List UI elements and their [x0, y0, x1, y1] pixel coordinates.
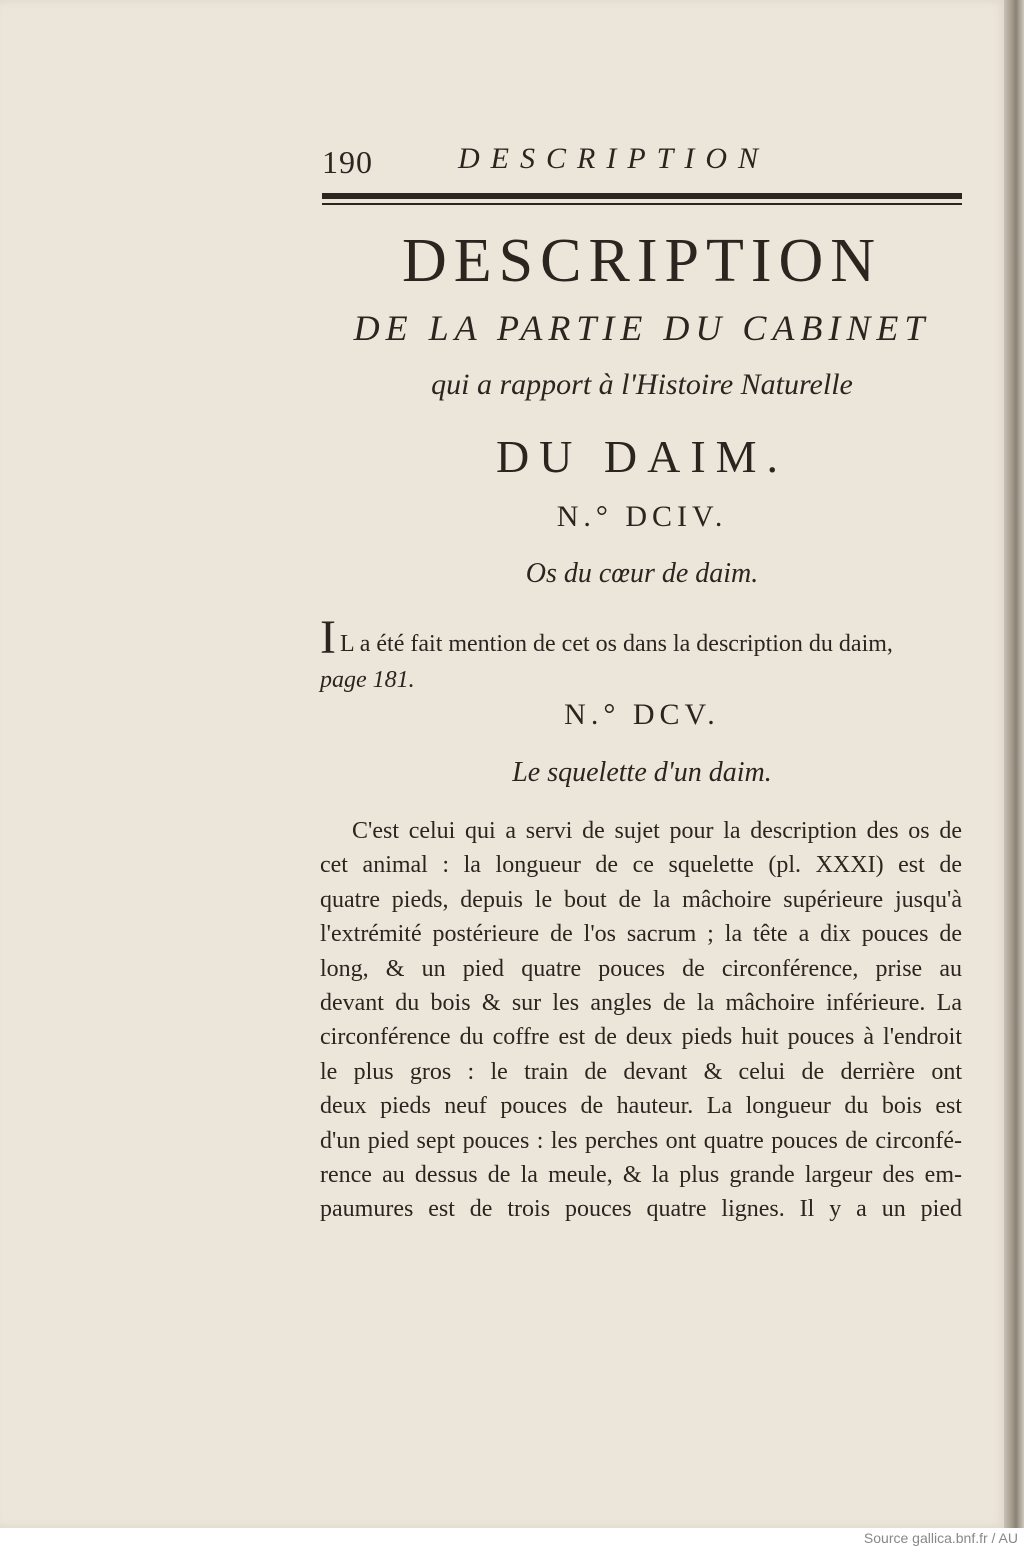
paragraph	[320, 611, 962, 698]
section-heading: Le squelette d'un daim.	[512, 757, 772, 788]
main-title: DESCRIPTION	[401, 227, 883, 295]
page-header	[322, 142, 962, 182]
section-number: N.° DCIV.	[556, 500, 728, 533]
text-line: le plus gros : le train de devant & celui de derrière ont	[320, 1058, 962, 1085]
subtitle-secondary: qui a rapport à l'Histoire Naturelle	[431, 368, 853, 401]
text-line: C'est celui qui a servi de sujet pour la description des os de	[352, 818, 962, 844]
text-line: paumures est de trois pouces quatre lignes. Il y a un pied	[320, 1196, 962, 1223]
section-number: N.° DCV.	[564, 698, 720, 731]
drop-cap: I	[320, 611, 336, 664]
text-line: l'extrémité postérieure de l'os sacrum ; la tête a dix pouces de	[320, 921, 962, 948]
subtitle: DE LA PARTIE DU CABINET	[353, 308, 931, 348]
text-line: long, & un pied quatre pouces de circonférence, prise au	[320, 955, 962, 982]
text-line: deux pieds neuf pouces de hauteur. La longueur du bois est	[320, 1093, 962, 1120]
source-attribution: Source gallica.bnf.fr / AU	[863, 1530, 1018, 1546]
section-heading: Os du cœur de daim.	[525, 558, 759, 589]
text-line: devant du bois & sur les angles de la mâchoire inférieure. La	[320, 990, 962, 1017]
paragraph-text: L a été fait mention de cet os dans la description du daim,	[339, 631, 893, 657]
subject-title: DU DAIM.	[495, 431, 789, 482]
running-head: DESCRIPTION	[458, 142, 769, 175]
paragraph	[320, 814, 962, 1227]
text-line: circonférence du coffre est de deux pieds huit pouces à l'endroit	[320, 1024, 962, 1051]
text-line: rence au dessus de la meule, & la plus grande largeur des em-	[320, 1162, 962, 1189]
header-rule-thin	[322, 203, 962, 205]
page-reference: page 181.	[320, 667, 415, 693]
text-line: d'un pied sept pouces : les perches ont quatre pouces de circonfé-	[320, 1127, 962, 1154]
text-line: cet animal : la longueur de ce squelette (pl. XXXI) est de	[320, 852, 962, 879]
text-line: quatre pieds, depuis le bout de la mâchoire supérieure jusqu'à	[320, 886, 962, 913]
page-number: 190	[322, 144, 373, 180]
header-rule-thick	[322, 193, 962, 199]
page-edge	[1004, 0, 1024, 1528]
